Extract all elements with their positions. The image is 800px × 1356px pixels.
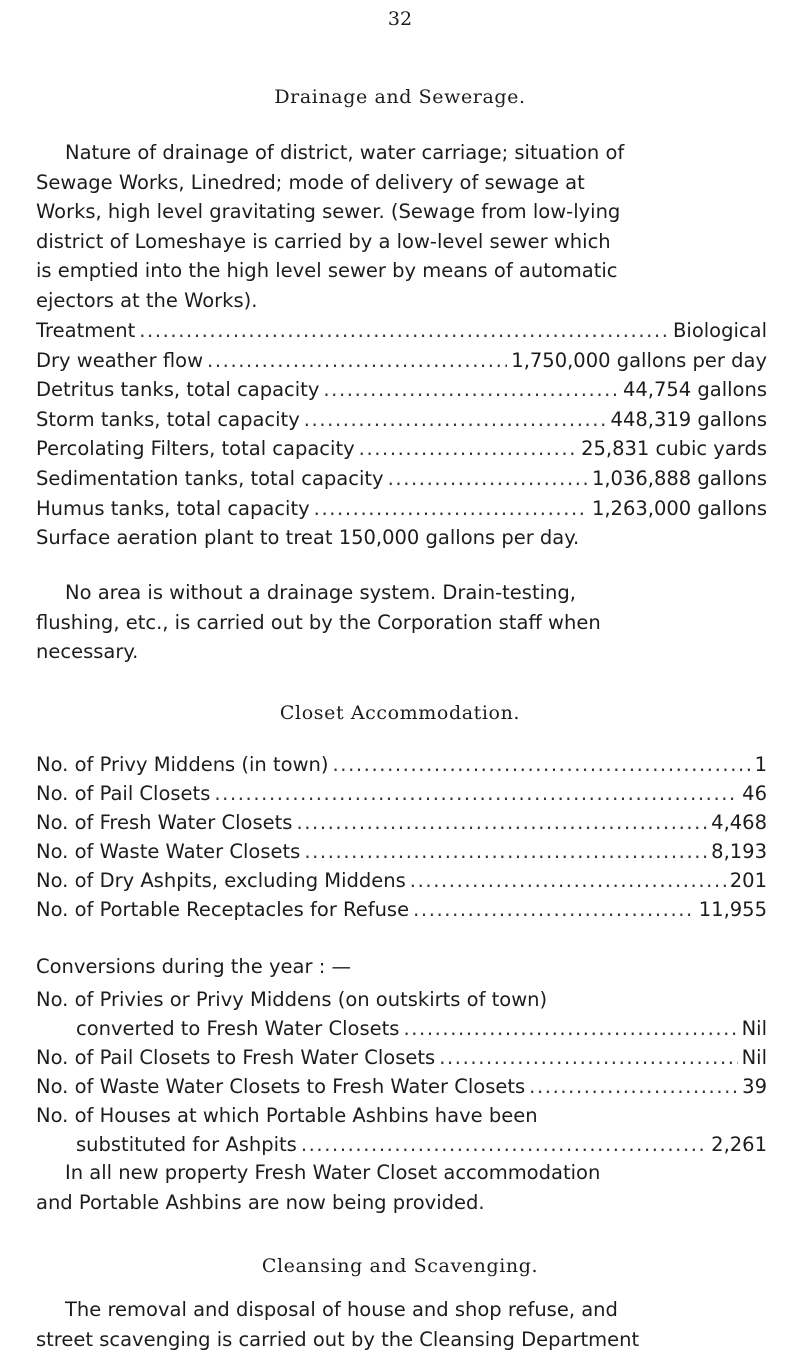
leader-dots [301, 1130, 707, 1159]
row-label: Humus tanks, total capacity [36, 497, 310, 520]
surface-aeration-line: Surface aeration plant to treat 150,000 gallons per day. [36, 526, 580, 549]
row-value: 1 [754, 753, 767, 776]
page-number: 32 [387, 8, 413, 30]
leader-dots [214, 779, 738, 808]
row-label: No. of Waste Water Closets to Fresh Water Closets [36, 1075, 526, 1098]
leader-dots [304, 405, 607, 434]
text-line: district of Lomeshaye is carried by a low-level sewer which [36, 229, 611, 253]
conversion-privies-row [76, 1014, 767, 1043]
text-line: No area is without a drainage system. Drain-testing, [65, 581, 576, 604]
leader-dots [388, 464, 588, 493]
text-line: The removal and disposal of house and shop refuse, and [65, 1298, 618, 1321]
leader-dots [332, 750, 750, 779]
storm-tanks-row [36, 405, 767, 434]
row-label: No. of Pail Closets to Fresh Water Closets [36, 1046, 436, 1069]
dry-ashpits-row [36, 866, 767, 895]
row-label: Storm tanks, total capacity [36, 408, 300, 431]
text-line: Works, high level gravitating sewer. (Sewage from low-lying [36, 200, 621, 224]
percolating-filters-row [36, 434, 767, 463]
conversion-waste-water-row [36, 1072, 767, 1101]
leader-dots [323, 375, 619, 404]
leader-dots [207, 346, 507, 375]
row-label: Percolating Filters, total capacity [36, 437, 355, 460]
pail-closets-row [36, 779, 767, 808]
drainage-note-paragraph [36, 578, 766, 667]
row-value: Nil [741, 1017, 767, 1040]
text-line: ejectors at the Works). [36, 288, 258, 312]
cleansing-paragraph [36, 1295, 766, 1354]
conversion-ashbins-line: No. of Houses at which Portable Ashbins have been [36, 1104, 538, 1127]
row-value: 25,831 cubic yards [581, 437, 767, 460]
row-value: 8,193 [711, 840, 767, 863]
conversions-heading: Conversions during the year : — [36, 955, 351, 978]
row-value: 1,036,888 gallons [591, 467, 767, 490]
row-label: Sedimentation tanks, total capacity [36, 467, 384, 490]
cleansing-heading: Cleansing and Scavenging. [261, 1255, 539, 1277]
row-value: 46 [742, 782, 767, 805]
detritus-tanks-row [36, 375, 767, 404]
waste-water-closets-row [36, 837, 767, 866]
fresh-water-closets-row [36, 808, 767, 837]
row-label: No. of Privy Middens (in town) [36, 753, 329, 776]
leader-dots [403, 1014, 737, 1043]
row-value: 1,750,000 gallons per day [511, 349, 767, 372]
leader-dots [139, 316, 669, 345]
sedimentation-tanks-row [36, 464, 767, 493]
text-line: necessary. [36, 640, 139, 664]
leader-dots [359, 434, 577, 463]
row-label: Treatment [36, 319, 136, 342]
row-value: 448,319 gallons [610, 408, 767, 431]
text-line: street scavenging is carried out by the Cleansing Department [36, 1327, 640, 1351]
row-value: 201 [729, 869, 767, 892]
leader-dots [410, 866, 726, 895]
text-line: is emptied into the high level sewer by means of automatic [36, 259, 618, 283]
leader-dots [529, 1072, 738, 1101]
treatment-row [36, 316, 767, 345]
text-line: and Portable Ashbins are now being provided. [36, 1190, 485, 1214]
row-label: No. of Fresh Water Closets [36, 811, 293, 834]
row-label: No. of Dry Ashpits, excluding Middens [36, 869, 406, 892]
row-label: No. of Waste Water Closets [36, 840, 301, 863]
drainage-heading: Drainage and Sewerage. [274, 86, 526, 108]
row-label: No. of Portable Receptacles for Refuse [36, 898, 410, 921]
closet-heading: Closet Accommodation. [279, 702, 521, 724]
leader-dots [314, 494, 588, 523]
conversion-privies-line: No. of Privies or Privy Middens (on outskirts of town) [36, 988, 548, 1011]
row-value: Nil [741, 1046, 767, 1069]
privy-middens-row [36, 750, 767, 779]
row-value: 4,468 [711, 811, 767, 834]
text-line: flushing, etc., is carried out by the Corporation staff when [36, 610, 601, 634]
row-value: 11,955 [698, 898, 767, 921]
humus-tanks-row [36, 494, 767, 523]
row-value: Biological [673, 319, 767, 342]
leader-dots [413, 895, 695, 924]
row-value: 39 [742, 1075, 767, 1098]
row-value: 44,754 gallons [622, 378, 767, 401]
dry-weather-flow-row [36, 346, 767, 375]
row-label: Dry weather flow [36, 349, 204, 372]
leader-dots [296, 808, 707, 837]
leader-dots [439, 1043, 737, 1072]
row-label: substituted for Ashpits [76, 1133, 297, 1156]
text-line: Sewage Works, Linedred; mode of delivery of sewage at [36, 170, 585, 194]
conversion-pail-closets-row [36, 1043, 767, 1072]
text-line: In all new property Fresh Water Closet accommodation [65, 1161, 601, 1184]
conversion-ashbins-row [76, 1130, 767, 1159]
row-value: 1,263,000 gallons [591, 497, 767, 520]
portable-receptacles-row [36, 895, 767, 924]
row-value: 2,261 [711, 1133, 767, 1156]
leader-dots [304, 837, 707, 866]
closet-note-paragraph [36, 1158, 766, 1217]
text-line: Nature of drainage of district, water carriage; situation of [65, 141, 625, 164]
row-label: No. of Pail Closets [36, 782, 211, 805]
drainage-intro-paragraph [36, 138, 766, 316]
row-label: Detritus tanks, total capacity [36, 378, 320, 401]
row-label: converted to Fresh Water Closets [76, 1017, 400, 1040]
